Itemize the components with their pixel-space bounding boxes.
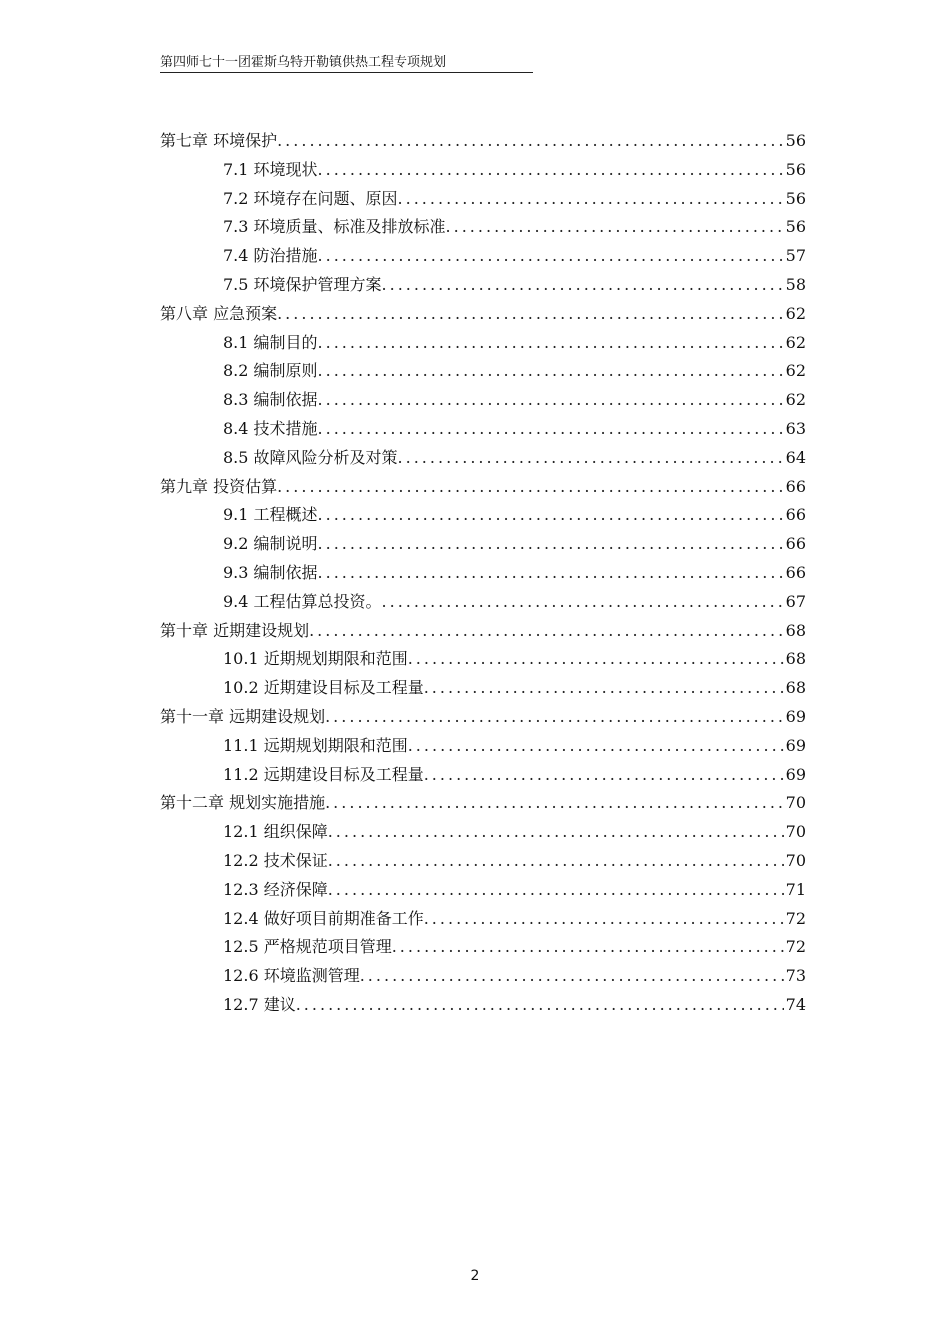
toc-section-entry[interactable] [160,415,806,444]
toc-leader-dots [382,271,784,300]
toc-entry-title: 第九章 投资估算 [160,476,278,496]
toc-chapter-entry[interactable] [160,300,806,329]
toc-entry-page: 69 [785,706,806,726]
toc-leader-dots [424,761,784,790]
toc-entry-page: 62 [785,303,806,323]
toc-leader-dots [318,559,784,588]
toc-entry-title: 12.1 组织保障 [223,822,328,842]
toc-section-entry[interactable] [160,559,806,588]
toc-leader-dots [408,732,784,761]
toc-section-entry[interactable] [160,962,806,991]
toc-leader-dots [277,473,784,502]
toc-section-entry[interactable] [160,991,806,1020]
toc-leader-dots [398,444,784,473]
toc-section-entry[interactable] [160,156,806,185]
toc-entry-page: 72 [785,908,806,928]
toc-leader-dots [318,242,784,271]
toc-entry-page: 69 [785,735,806,755]
toc-entry-title: 11.1 远期规划期限和范围 [223,735,408,755]
toc-entry-title: 8.5 故障风险分析及对策 [223,447,398,467]
toc-leader-dots [424,674,784,703]
toc-entry-page: 69 [785,764,806,784]
toc-leader-dots [318,530,784,559]
toc-leader-dots [318,357,784,386]
toc-entry-page: 62 [785,361,806,381]
toc-entry-page: 68 [785,649,806,669]
toc-entry-page: 57 [785,246,806,266]
toc-entry-title: 第十一章 远期建设规划 [160,706,326,726]
toc-section-entry[interactable] [160,213,806,242]
toc-leader-dots [328,876,784,905]
toc-section-entry[interactable] [160,933,806,962]
toc-entry-title: 12.7 建议 [223,994,296,1014]
toc-leader-dots [296,991,784,1020]
toc-entry-page: 71 [785,879,806,899]
toc-entry-page: 56 [785,188,806,208]
toc-section-entry[interactable] [160,847,806,876]
toc-entry-page: 70 [785,793,806,813]
toc-entry-title: 7.2 环境存在问题、原因 [223,188,398,208]
toc-leader-dots [318,156,784,185]
toc-entry-page: 67 [785,591,806,611]
toc-section-entry[interactable] [160,588,806,617]
toc-entry-title: 12.2 技术保证 [223,850,328,870]
toc-chapter-entry[interactable] [160,703,806,732]
toc-chapter-entry[interactable] [160,617,806,646]
toc-entry-title: 7.3 环境质量、标准及排放标准 [223,217,446,237]
toc-section-entry[interactable] [160,271,806,300]
toc-entry-page: 66 [785,562,806,582]
toc-section-entry[interactable] [160,732,806,761]
toc-entry-page: 56 [785,217,806,237]
toc-entry-title: 第十二章 规划实施措施 [160,793,326,813]
toc-section-entry[interactable] [160,357,806,386]
toc-leader-dots [277,300,784,329]
toc-section-entry[interactable] [160,185,806,214]
toc-entry-title: 8.4 技术措施 [223,418,318,438]
toc-entry-title: 12.4 做好项目前期准备工作 [223,908,424,928]
toc-leader-dots [309,617,784,646]
toc-entry-title: 7.5 环境保护管理方案 [223,274,382,294]
toc-entry-title: 7.1 环境现状 [223,159,318,179]
toc-entry-page: 66 [785,534,806,554]
toc-section-entry[interactable] [160,530,806,559]
toc-leader-dots [318,386,784,415]
toc-entry-title: 12.6 环境监测管理 [223,966,360,986]
toc-leader-dots [382,588,784,617]
toc-leader-dots [408,645,784,674]
toc-entry-title: 9.1 工程概述 [223,505,318,525]
toc-entry-page: 64 [785,447,806,467]
toc-entry-page: 66 [785,505,806,525]
toc-leader-dots [325,703,784,732]
toc-entry-page: 62 [785,390,806,410]
toc-section-entry[interactable] [160,329,806,358]
toc-leader-dots [328,847,784,876]
toc-chapter-entry[interactable] [160,127,806,156]
toc-leader-dots [318,415,784,444]
toc-leader-dots [318,329,784,358]
toc-entry-title: 11.2 远期建设目标及工程量 [223,764,424,784]
toc-leader-dots [328,818,784,847]
running-header: 第四师七十一团霍斯乌特开勒镇供热工程专项规划 [160,55,533,73]
toc-entry-title: 8.1 编制目的 [223,332,318,352]
toc-entry-title: 10.2 近期建设目标及工程量 [223,678,424,698]
toc-entry-title: 9.3 编制依据 [223,562,318,582]
toc-entry-title: 12.3 经济保障 [223,879,328,899]
toc-entry-title: 9.2 编制说明 [223,534,318,554]
toc-leader-dots [424,905,784,934]
toc-section-entry[interactable] [160,645,806,674]
toc-entry-page: 72 [785,937,806,957]
toc-entry-title: 第七章 环境保护 [160,131,278,150]
toc-entry-title: 7.4 防治措施 [223,246,318,266]
toc-entry-title: 第十章 近期建设规划 [160,620,310,640]
toc-entry-page: 56 [785,159,806,179]
toc-leader-dots [318,501,784,530]
toc-entry-page: 73 [785,966,806,986]
toc-entry-page: 58 [785,274,806,294]
toc-leader-dots [446,213,784,242]
toc-entry-page: 70 [785,850,806,870]
toc-entry-page: 68 [785,678,806,698]
toc-entry-title: 9.4 工程估算总投资。 [223,591,382,611]
toc-entry-title: 第八章 应急预案 [160,303,278,323]
toc-chapter-entry[interactable] [160,789,806,818]
toc-section-entry[interactable] [160,674,806,703]
table-of-contents [160,127,806,1020]
toc-section-entry[interactable] [160,386,806,415]
toc-entry-page: 66 [785,476,806,496]
toc-entry-page: 70 [785,822,806,842]
toc-entry-page: 63 [785,418,806,438]
toc-entry-title: 12.5 严格规范项目管理 [223,937,392,957]
toc-section-entry[interactable] [160,501,806,530]
toc-section-entry[interactable] [160,905,806,934]
toc-entry-title: 8.3 编制依据 [223,390,318,410]
toc-entry-page: 62 [785,332,806,352]
toc-leader-dots [398,185,784,214]
toc-leader-dots [392,933,784,962]
toc-section-entry[interactable] [160,876,806,905]
toc-section-entry[interactable] [160,444,806,473]
toc-entry-page: 68 [785,620,806,640]
toc-section-entry[interactable] [160,761,806,790]
toc-chapter-entry[interactable] [160,473,806,502]
toc-entry-title: 8.2 编制原则 [223,361,318,381]
toc-entry-page: 74 [785,994,806,1014]
toc-section-entry[interactable] [160,818,806,847]
toc-leader-dots [360,962,784,991]
page-number: 2 [470,1268,480,1284]
toc-entry-title: 10.1 近期规划期限和范围 [223,649,408,669]
toc-leader-dots [277,127,784,156]
toc-section-entry[interactable] [160,242,806,271]
toc-entry-page: 56 [785,131,806,150]
toc-leader-dots [325,789,784,818]
